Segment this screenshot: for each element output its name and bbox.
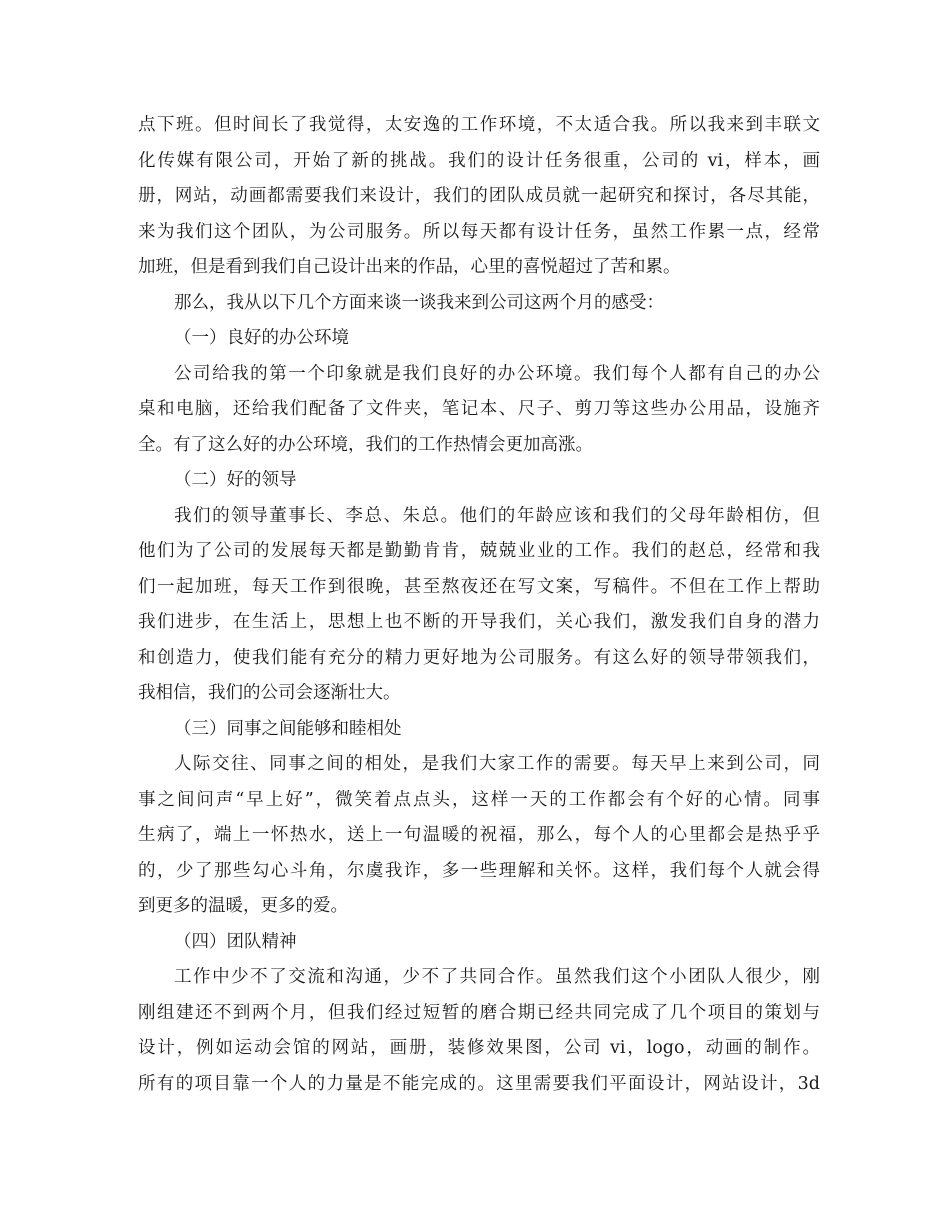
text-line: （四）团队精神 — [174, 931, 297, 952]
document-body — [138, 108, 820, 1102]
text-line: 化传媒有限公司，开始了新的挑战。我们的设计任务很重，公司的 vi，样本，画 — [138, 150, 820, 171]
text-line: 事之间问声“早上好”，微笑着点点头，这样一天的工作都会有个好的心情。同事 — [138, 789, 820, 810]
text-line: 加班，但是看到我们自己设计出来的作品，心里的喜悦超过了苦和累。 — [138, 257, 681, 277]
text-line: 公司给我的第一个印象就是我们良好的办公环境。我们每个人都有自己的办公 — [174, 363, 820, 384]
text-line: 那么，我从以下几个方面来谈一谈我来到公司这两个月的感受： — [174, 292, 664, 313]
text-line: 他们为了公司的发展每天都是勤勤肯肯，兢兢业业的工作。我们的赵总，经常和我 — [138, 541, 820, 561]
text-line: （二）好的领导 — [174, 470, 297, 490]
text-line: 到更多的温暖，更多的爱。 — [138, 896, 348, 916]
text-line: （一）良好的办公环境 — [174, 328, 349, 348]
text-line: 工作中少不了交流和沟通，少不了共同合作。虽然我们这个小团队人很少，刚 — [174, 967, 820, 987]
text-line: 册，网站，动画都需要我们来设计，我们的团队成员就一起研究和探讨，各尽其能， — [138, 186, 820, 206]
text-line: 和创造力，使我们能有充分的精力更好地为公司服务。有这么好的领导带领我们， — [138, 647, 820, 668]
text-line: 全。有了这么好的办公环境，我们的工作热情会更加高涨。 — [138, 434, 593, 455]
text-line: 桌和电脑，还给我们配备了文件夹，笔记本、尺子、剪刀等这些办公用品，设施齐 — [138, 399, 820, 419]
text-line: 刚组建还不到两个月，但我们经过短暂的磨合期已经共同完成了几个项目的策划与 — [138, 1002, 820, 1023]
text-line: 点下班。但时间长了我觉得，太安逸的工作环境，不太适合我。所以我来到丰联文 — [138, 115, 820, 135]
text-line: 们一起加班，每天工作到很晚，甚至熬夜还在写文案，写稿件。不但在工作上帮助 — [138, 576, 820, 597]
text-line: 设计，例如运动会馆的网站，画册，装修效果图，公司 vi，logo，动画的制作。 — [138, 1038, 820, 1058]
text-line: 的，少了那些勾心斗角，尔虞我诈，多一些理解和关怀。这样，我们每个人就会得 — [138, 860, 820, 881]
text-line: 所有的项目靠一个人的力量是不能完成的。这里需要我们平面设计，网站设计，3d — [138, 1073, 820, 1094]
text-line: 我们的领导董事长、李总、朱总。他们的年龄应该和我们的父母年龄相仿，但 — [174, 505, 820, 526]
text-line: 我相信，我们的公司会逐渐壮大。 — [138, 683, 401, 703]
text-line: 生病了，端上一怀热水，送上一句温暖的祝福，那么，每个人的心里都会是热乎乎 — [138, 825, 820, 845]
text-line: 来为我们这个团队，为公司服务。所以每天都有设计任务，虽然工作累一点，经常 — [138, 221, 820, 242]
text-line: 我们进步，在生活上，思想上也不断的开导我们，关心我们，激发我们自身的潜力 — [138, 612, 820, 632]
text-line: 人际交往、同事之间的相处，是我们大家工作的需要。每天早上来到公司，同 — [174, 754, 820, 774]
text-line: （三）同事之间能够和睦相处 — [174, 718, 402, 739]
